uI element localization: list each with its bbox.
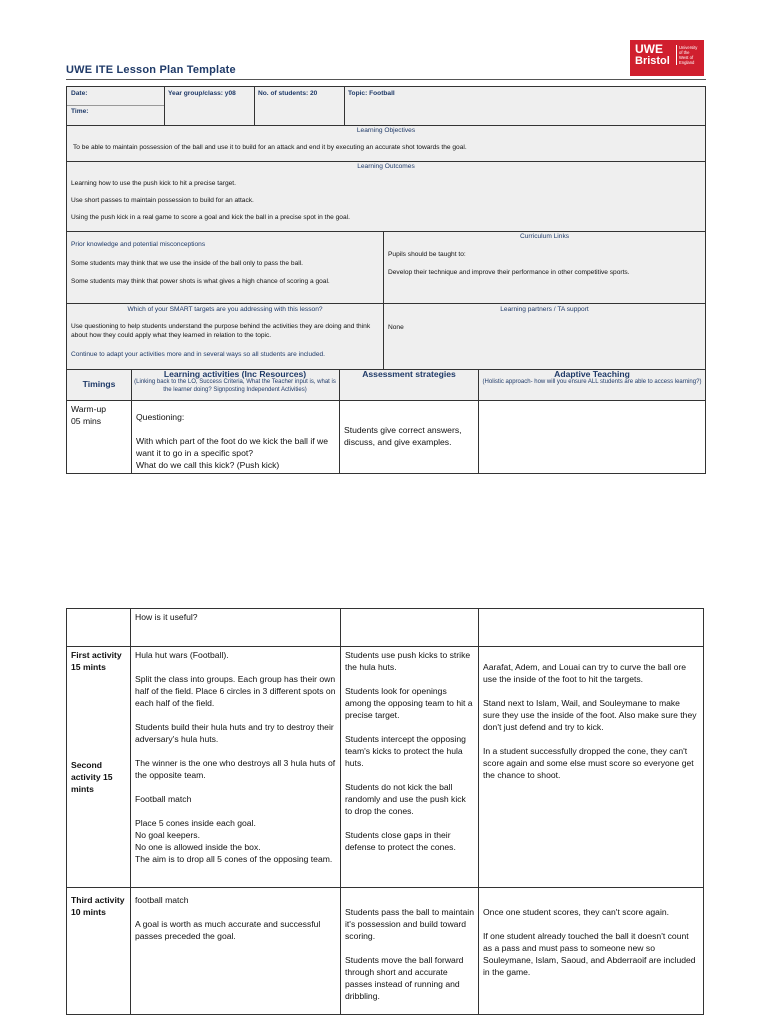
assessment-line: Students close gaps in their defense to protect the cones. [345,830,456,852]
first-activity-timing: First activity 15 mints [71,650,122,672]
warmup-activity-line: Questioning: [136,412,185,422]
warmup-timing-line: 05 mins [71,416,102,426]
third-assessment-cell [341,904,478,1004]
logo-sub-line: of the [679,50,690,55]
adaptive-line: Once one student scores, they can't score again. [483,907,670,917]
continued-activity-cell [131,609,340,625]
adaptive-header: Adaptive Teaching [554,369,630,379]
topic-field: Topic: Football [348,90,395,97]
continued-activity-text: How is it useful? [135,612,198,622]
warmup-activity-line: With which part of the foot do we kick the ball if we want it to go in a specific spot? [136,436,329,458]
assessment-header-cell [340,369,478,401]
first-assessment-cell [341,647,478,855]
assessment-line: Students do not kick the ball randomly and use the push kick to drop the cones. [345,782,466,816]
logo-subtitle [676,45,705,65]
timings-header-cell [67,369,131,401]
title-underline [66,79,706,80]
activity-line: Hula hut wars (Football). [135,650,229,660]
activity-line: No one is allowed inside the box. [135,842,261,852]
activity-line: A goal is worth as much accurate and successful passes preceded the goal. [135,919,321,941]
year-group-field: Year group/class: y08 [168,90,236,97]
divider [67,887,703,888]
prior-knowledge-heading: Prior knowledge and potential misconceptions [71,241,206,248]
curriculum-item: Pupils should be taught to: [388,251,466,258]
logo-sub-line: University [679,45,698,50]
assessment-line: Students move the ball forward through short and accurate passes instead of running and dribbling. [345,955,464,1001]
third-activity-cell [131,892,340,944]
smart-targets-followup: Continue to adapt your activities more and in several ways so all students are included. [71,351,325,358]
activity-line: football match [135,895,189,905]
divider [164,87,165,125]
second-activity-timing: Second activity 15 mints [71,760,113,794]
uwe-bristol-logo [630,40,704,76]
activity-line: No goal keepers. [135,830,200,840]
divider [254,87,255,125]
divider [344,87,345,125]
assessment-line: Students pass the ball to maintain it's possession and build toward scoring. [345,907,474,941]
prior-knowledge-item: Some students may think that power shots is what gives a high chance of scoring a goal. [71,278,330,285]
lesson-info-form [66,86,706,474]
activities-header-sub: (Linking back to the LO, Success Criteria, What the Teacher input is, what is the learner doing? Signposting Independent Activities) [134,379,336,393]
divider [383,231,384,303]
warmup-adaptive-cell [479,401,705,473]
smart-targets-heading: Which of your SMART targets are you addressing with this lesson? [127,306,323,313]
prior-knowledge-item: Some students may think that we use the inside of the ball only to pass the ball. [71,260,304,267]
logo-sub-line: West of [679,55,694,60]
learning-outcomes-heading: Learning Outcomes [357,163,415,170]
activity-line: The winner is the one who destroys all 3 hula huts of the opposite team. [135,758,336,780]
divider [67,105,164,106]
smart-targets-text: Use questioning to help students understand the purpose behind the activities they are doing and think about how they could apply what they learned in relation to the topic. [71,323,371,339]
activities-header-cell [131,369,339,401]
warmup-activity-cell [132,401,339,473]
warmup-assessment-text: Students give correct answers, discuss, and give examples. [344,425,462,447]
learning-outcome-item: Using the push kick in a real game to score a goal and kick the ball in a precise spot in the goal. [71,214,350,221]
assessment-line: Students look for openings among the opposing team to hit a precise target. [345,686,473,720]
activity-table [66,608,704,1015]
timings-header: Timings [82,379,116,389]
activity-line: The aim is to drop all 5 cones of the opposing team. [135,854,333,864]
first-activity-cell [131,647,340,867]
learning-partners-text: None [388,324,404,331]
curriculum-links-heading: Curriculum Links [519,233,570,240]
adaptive-line: Stand next to Islam, Wail, and Souleymane to make sure they use the inside of the foot. Also make sure they don't just defend and try to kick. [483,698,697,732]
warmup-assessment-cell [340,401,478,473]
assessment-line: Students intercept the opposing team's kicks to protect the hula huts. [345,734,466,768]
adaptive-line: If one student already touched the ball it doesn't count as a pass and must pass to someone new so Souleymane, Islam, Saoud, and Abderraoif are included in the game. [483,931,696,977]
date-field: Date: [71,90,88,97]
third-adaptive-cell [479,904,701,980]
logo-uwe: UWE [635,42,663,56]
learning-partners-heading: Learning partners / TA support [500,306,589,313]
learning-outcome-item: Use short passes to maintain possession to build for an attack. [71,197,254,204]
students-field: No. of students: 20 [258,90,318,97]
logo-sub-line: England [679,60,695,65]
assessment-header: Assessment strategies [362,369,456,379]
warmup-activity-line: What do we call this kick? (Push kick) [136,460,280,470]
adaptive-header-cell [479,369,705,401]
warmup-timing-cell [67,401,131,473]
document-title: UWE ITE Lesson Plan Template [66,64,236,76]
activity-line: Place 5 cones inside each goal. [135,818,256,828]
divider [67,303,705,304]
activities-header: Learning activities (Inc Resources) [163,369,307,379]
first-adaptive-cell [479,659,701,783]
learning-objectives-text: To be able to maintain possession of the ball and use it to build for an attack and end it by executing an accurate shot towards the goal. [73,144,467,151]
activity-line: Football match [135,794,192,804]
learning-outcome-item: Learning how to use the push kick to hit a precise target. [71,180,236,187]
learning-objectives-heading: Learning Objectives [356,127,416,134]
adaptive-line: Aarafat, Adem, and Louai can try to curve the ball ore use the inside of the foot to hit the targets. [483,662,687,684]
time-field: Time: [71,108,89,115]
curriculum-item: Develop their technique and improve their performance in other competitive sports. [388,269,630,276]
activity-line: Students build their hula huts and try to destroy their adversary's hula huts. [135,722,334,744]
adaptive-header-sub: (Holistic approach- how will you ensure ALL students are able to access learning?) [482,379,702,385]
adaptive-line: In a student successfully dropped the cone, they can't score again and some else must score so everyone get the chance to shoot. [483,746,694,780]
logo-bristol: Bristol [635,55,670,67]
assessment-line: Students use push kicks to strike the hula huts. [345,650,471,672]
activity-line: Split the class into groups. Each group has their own half of the field. Place 6 circles in 3 different spots on each half of the field. [135,674,336,708]
third-activity-timing: Third activity 10 mints [71,895,125,917]
warmup-timing-line: Warm-up [71,404,107,414]
